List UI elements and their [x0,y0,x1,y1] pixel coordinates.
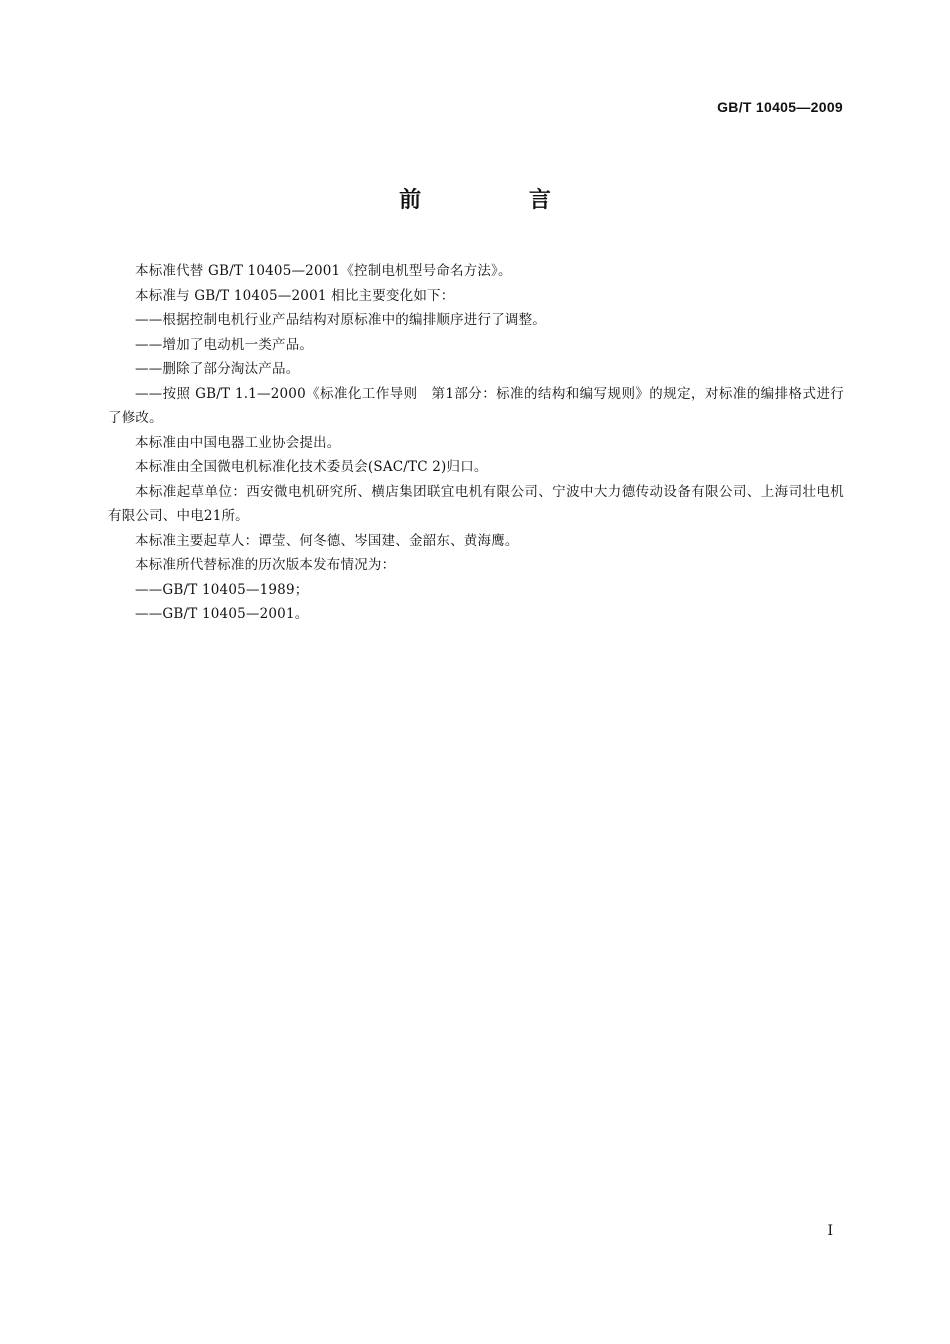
page-title: 前 言 [399,188,601,213]
list-item-change-removed: ——删除了部分淘汰产品。 [135,361,300,377]
list-item-change-format: ——按照 GB/T 1.1—2000《标准化工作导则 第1部分：标准的结构和编写规则》的规定，对标准的编排格式进行了修改。 [108,385,844,426]
list-item-history-1989: ——GB/T 10405—1989； [135,581,309,598]
list-item-change-added: ——增加了电动机一类产品。 [135,336,314,353]
paragraph-drafters: 本标准主要起草人：谭莹、何冬德、岑国建、金韶东、黄海鹰。 [135,532,519,549]
paragraph-drafting-units: 本标准起草单位：西安微电机研究所、横店集团联宜电机有限公司、宁波中大力德传动设备有限公司、上海司壮电机有限公司、中电21所。 [108,483,844,524]
paragraph-history-intro: 本标准所代替标准的历次版本发布情况为： [135,557,396,573]
list-item-change-order: ——根据控制电机行业产品结构对原标准中的编排顺序进行了调整。 [135,312,546,328]
paragraph-committee: 本标准由全国微电机标准化技术委员会(SAC/TC 2)归口。 [135,459,488,475]
paragraph-proposer: 本标准由中国电器工业协会提出。 [135,434,341,451]
paragraph-replaces: 本标准代替 GB/T 10405—2001《控制电机型号命名方法》。 [135,263,512,279]
foreword-body [108,259,844,627]
list-item-history-2001: ——GB/T 10405—2001。 [135,606,309,622]
paragraph-changes-intro: 本标准与 GB/T 10405—2001 相比主要变化如下： [135,287,455,304]
page-number: I [827,1223,833,1239]
standard-code: GB/T 10405—2009 [717,99,843,115]
